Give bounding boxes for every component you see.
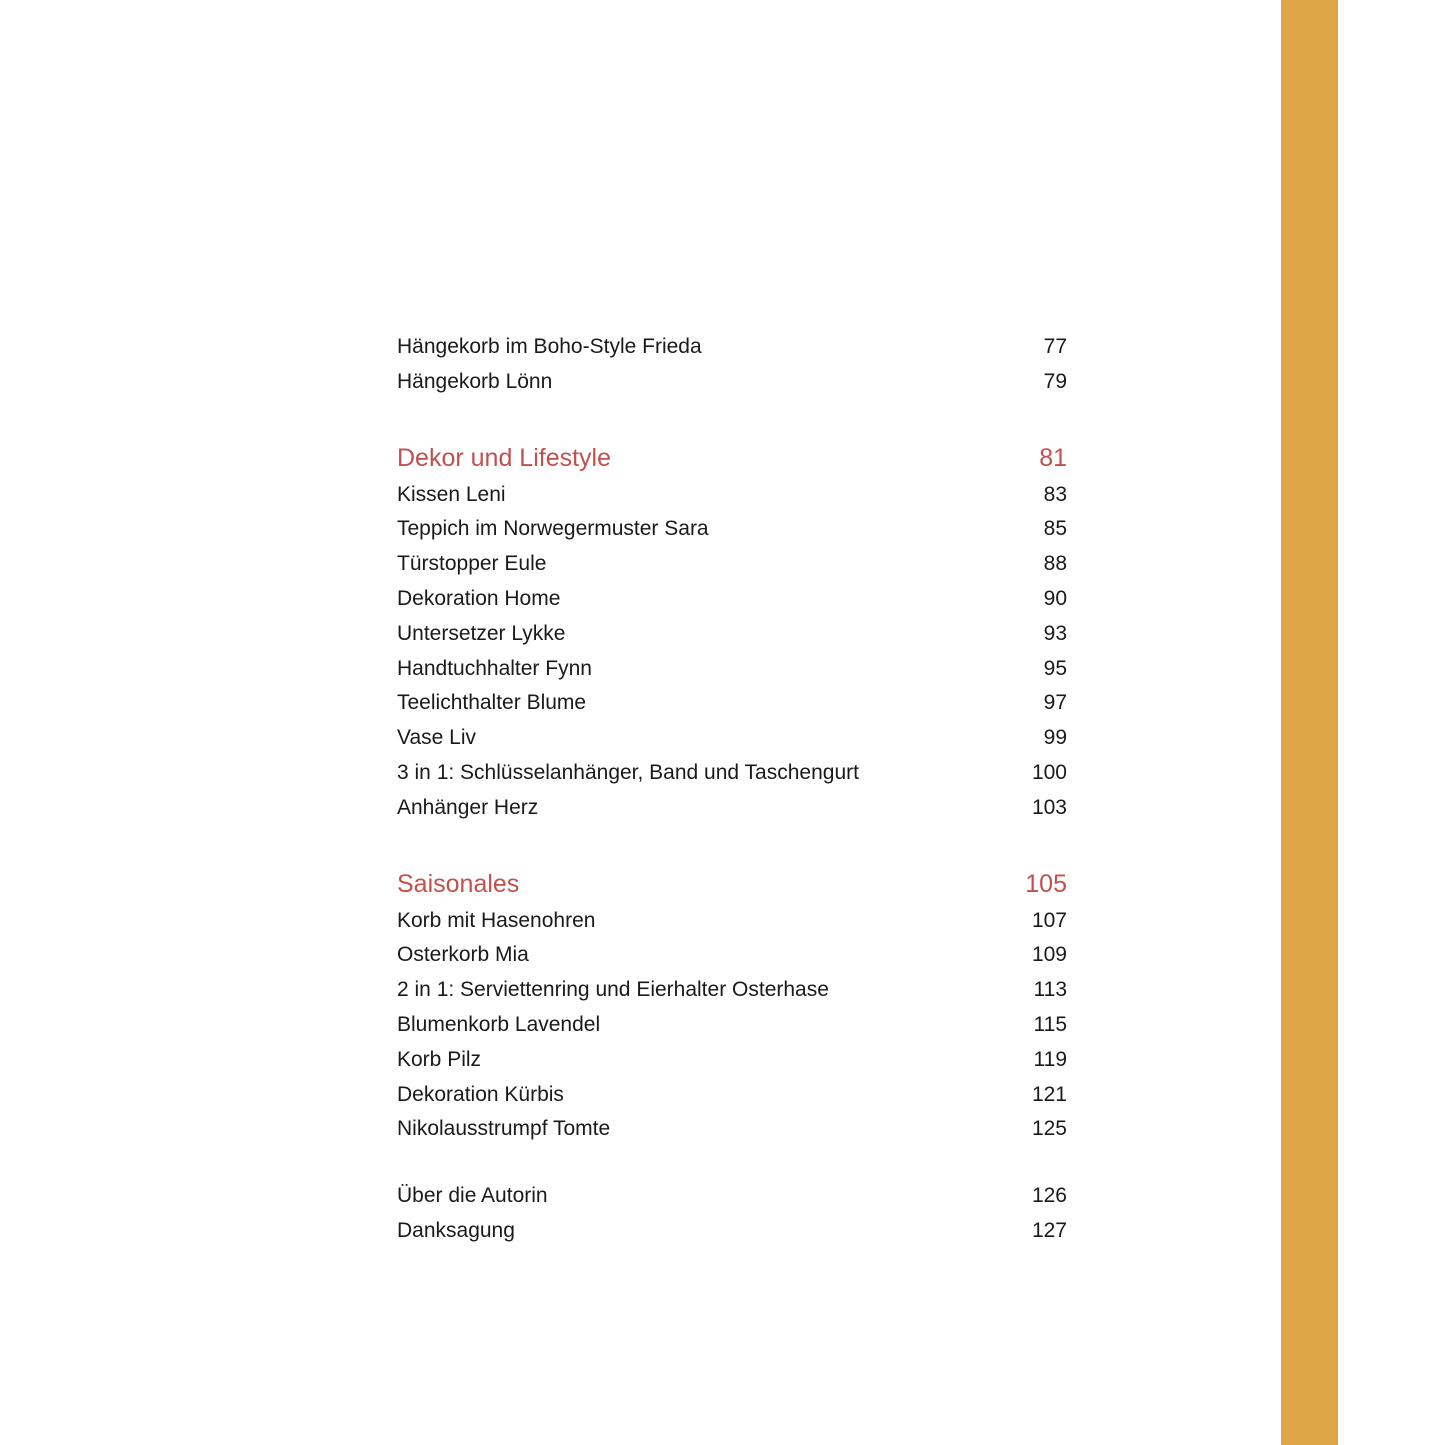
toc-entry[interactable]	[397, 1179, 1067, 1214]
toc-entry-title: Handtuchhalter Fynn	[397, 656, 592, 680]
toc-entry-page: 115	[1033, 1012, 1067, 1036]
toc-entry[interactable]	[397, 1008, 1067, 1043]
toc-entry-title: Nikolausstrumpf Tomte	[397, 1117, 611, 1141]
toc-entry-page: 113	[1033, 978, 1067, 1002]
toc-entry-title: Über die Autorin	[397, 1184, 548, 1208]
toc-entry-page: 99	[1043, 726, 1067, 750]
toc-entry-page: 103	[1031, 795, 1067, 819]
toc-entry-page: 107	[1031, 908, 1067, 932]
toc-entry-title: Teelichthalter Blume	[397, 691, 587, 715]
toc-entry-title: 3 in 1: Schlüsselanhänger, Band und Taschengurt	[397, 760, 859, 784]
toc-entry[interactable]	[397, 1078, 1067, 1113]
toc-entry-title: Anhänger Herz	[397, 795, 539, 819]
spacer	[397, 1147, 1067, 1179]
toc-entry[interactable]	[397, 547, 1067, 582]
toc-entry-page: 109	[1031, 943, 1067, 967]
toc-entry-title: Dekoration Home	[397, 586, 561, 610]
section-heading[interactable]	[397, 438, 1067, 478]
toc-entry-page: 97	[1043, 691, 1067, 715]
toc-entry-title: Türstopper Eule	[397, 552, 547, 576]
toc-entry-title: Kissen Leni	[397, 482, 506, 506]
toc-entry[interactable]	[397, 721, 1067, 756]
toc-entry-title: Blumenkorb Lavendel	[397, 1012, 601, 1036]
toc-entry[interactable]	[397, 686, 1067, 721]
toc-entry[interactable]	[397, 617, 1067, 652]
toc-entry-page: 121	[1031, 1082, 1067, 1106]
toc-entry[interactable]	[397, 1112, 1067, 1147]
spacer	[397, 826, 1067, 864]
toc-entry-title: Hängekorb Lönn	[397, 369, 553, 393]
toc-entry-title: Untersetzer Lykke	[397, 621, 566, 645]
toc-entry-page: 100	[1031, 760, 1067, 784]
accent-bar	[1281, 0, 1338, 1445]
toc-entry-title: 2 in 1: Serviettenring und Eierhalter Osterhase	[397, 978, 829, 1002]
toc-entry-page: 119	[1033, 1047, 1067, 1071]
section-heading-page: 105	[1025, 869, 1067, 898]
toc-entry[interactable]	[397, 512, 1067, 547]
toc-entry[interactable]	[397, 938, 1067, 973]
toc-entry-title: Osterkorb Mia	[397, 943, 529, 967]
toc-entry-title: Korb mit Hasenohren	[397, 908, 596, 932]
section-heading-title: Saisonales	[397, 869, 520, 898]
toc-entry-page: 126	[1031, 1184, 1067, 1208]
toc-entry-title: Danksagung	[397, 1218, 515, 1242]
toc-entry-title: Hängekorb im Boho-Style Frieda	[397, 335, 702, 358]
table-of-contents	[397, 330, 1067, 1249]
toc-entry-page: 77	[1043, 335, 1067, 358]
toc-entry[interactable]	[397, 365, 1067, 400]
toc-entry[interactable]	[397, 904, 1067, 939]
toc-entry-page: 93	[1043, 621, 1067, 645]
toc-entry-page: 79	[1043, 369, 1067, 393]
section-heading[interactable]	[397, 864, 1067, 904]
toc-entry-page: 88	[1043, 552, 1067, 576]
toc-entry-title: Vase Liv	[397, 726, 476, 750]
toc-entry-page: 85	[1043, 517, 1067, 541]
toc-entry-page: 125	[1031, 1117, 1067, 1141]
section-heading-page: 81	[1039, 443, 1067, 472]
toc-entry[interactable]	[397, 330, 1067, 365]
toc-entry[interactable]	[397, 756, 1067, 791]
toc-entry-page: 127	[1031, 1218, 1067, 1242]
toc-entry[interactable]	[397, 582, 1067, 617]
spacer	[397, 400, 1067, 438]
toc-entry-title: Teppich im Norwegermuster Sara	[397, 517, 709, 541]
toc-entry[interactable]	[397, 1043, 1067, 1078]
toc-entry-page: 83	[1043, 482, 1067, 506]
toc-entry-page: 90	[1043, 586, 1067, 610]
toc-entry[interactable]	[397, 791, 1067, 826]
toc-entry[interactable]	[397, 973, 1067, 1008]
toc-entry-title: Korb Pilz	[397, 1047, 482, 1071]
toc-entry[interactable]	[397, 478, 1067, 513]
toc-entry-title: Dekoration Kürbis	[397, 1082, 564, 1106]
section-heading-title: Dekor und Lifestyle	[397, 443, 612, 472]
toc-entry[interactable]	[397, 652, 1067, 687]
toc-entry[interactable]	[397, 1214, 1067, 1249]
toc-entry-page: 95	[1043, 656, 1067, 680]
